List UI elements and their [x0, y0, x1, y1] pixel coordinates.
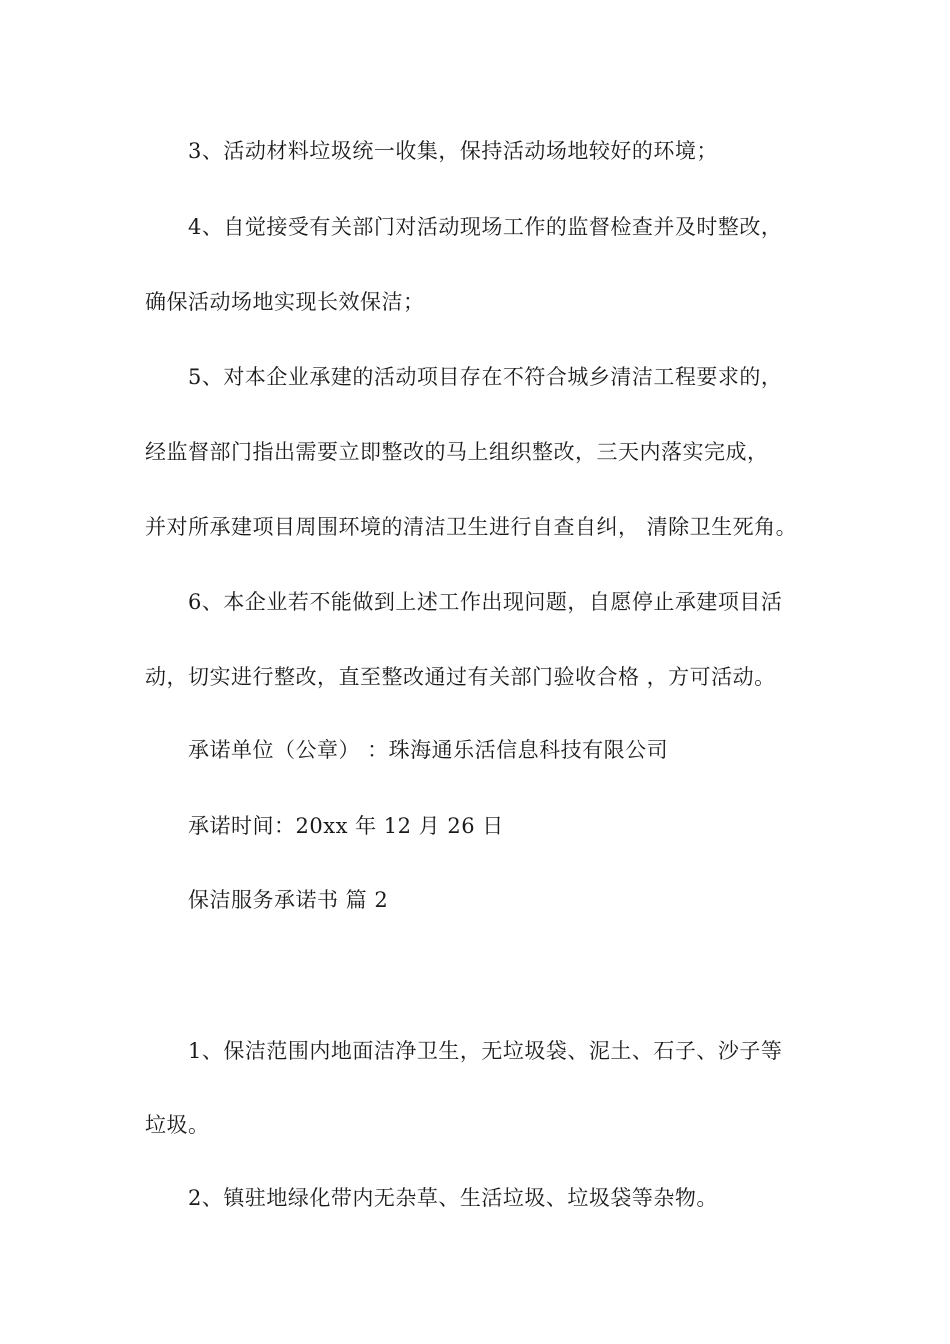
item-5-line-1: 5、对本企业承建的活动项目存在不符合城乡清洁工程要求的， [188, 365, 783, 389]
item-1-line-1: 1、保洁范围内地面洁净卫生，无垃圾袋、泥土、石子、沙子等 [188, 1039, 783, 1063]
item-2-line-1: 2、镇驻地绿化带内无杂草、生活垃圾、垃圾袋等杂物。 [188, 1186, 718, 1210]
pledge-unit: 承诺单位（公章） ：珠海通乐活信息科技有限公司 [188, 738, 669, 762]
section-title: 保洁服务承诺书 篇 2 [188, 888, 389, 912]
item-6-line-2: 动，切实进行整改，直至整改通过有关部门验收合格 ，方可活动。 [145, 665, 776, 689]
item-4-line-1: 4、自觉接受有关部门对活动现场工作的监督检查并及时整改， [188, 215, 783, 239]
item-3-line-1: 3、活动材料垃圾统一收集，保持活动场地较好的环境； [188, 139, 718, 163]
pledge-date: 承诺时间：20xx 年 12 月 26 日 [188, 814, 504, 838]
item-6-line-1: 6、本企业若不能做到上述工作出现问题，自愿停止承建项目活 [188, 590, 783, 614]
item-1-line-2: 垃圾。 [145, 1113, 210, 1137]
item-5-line-3: 并对所承建项目周围环境的清洁卫生进行自查自纠， 清除卫生死角。 [145, 515, 798, 539]
item-5-line-2: 经监督部门指出需要立即整改的马上组织整改，三天内落实完成， [145, 440, 769, 464]
item-4-line-2: 确保活动场地实现长效保洁； [145, 290, 425, 314]
